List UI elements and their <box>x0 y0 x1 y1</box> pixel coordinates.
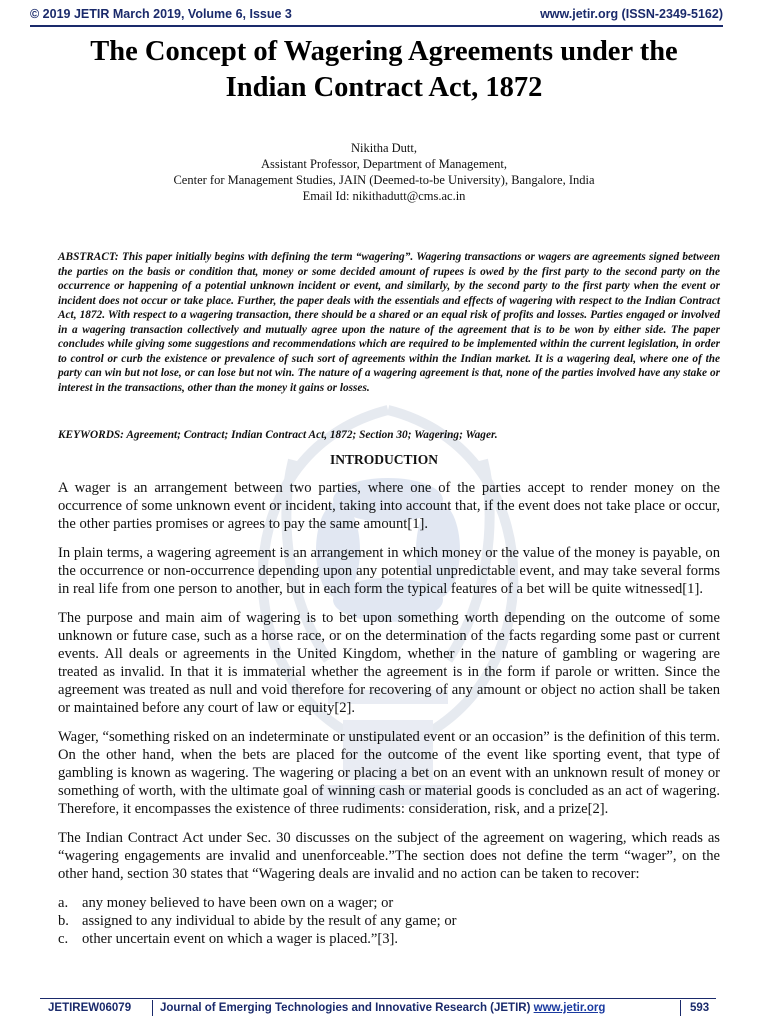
list-item <box>58 894 720 912</box>
author-affiliation: Center for Management Studies, JAIN (Deemed-to-be University), Bangalore, India <box>173 173 595 187</box>
footer-divider <box>40 998 716 999</box>
journal-name <box>160 1002 605 1014</box>
list-item-text: assigned to any individual to abide by the result of any game; or <box>82 913 457 929</box>
section-30-list <box>58 894 720 948</box>
footer-separator <box>152 1000 153 1016</box>
journal-link[interactable]: www.jetir.org <box>533 1002 606 1014</box>
list-marker: b. <box>58 913 69 929</box>
header-divider <box>30 25 723 27</box>
author-name: Nikitha Dutt, <box>351 141 417 155</box>
section-heading-introduction: INTRODUCTION <box>329 452 438 467</box>
abstract: ABSTRACT: This paper initially begins with defining the term “wagering”. Wagering transactions or wagers are agreements signed between the parties on the basis or condition that, money or some decided amount of rupees is owed by the first party to the second party on the occurrence or happening of a potential unknown incident or event, and similarly, by the second party to the first party when the event or incident does not occur or take place. Further, the paper deals with the essentials and effects of wagering with respect to the Indian Contract Act, 1872. With respect to a wagering transaction, there should be a shared or an equal risk of profits and losses. Parties engaged or involved in a wagering transaction collectively and mutually agree upon the nature of the agreement that is to be won by either side. The paper concludes while giving some suggestions and recommendations which are required to be implemented within the current legislation, in order to control or curb the existence or prevalence of such sort of agreements within the Indian market. It is a wagering deal, where one of the party can win but not lose, or can lose but not win. The nature of a wagering agreement is that, none of the parties involved have any stake or interest in the transactions, other than the money it gains or losses. <box>58 251 720 394</box>
author-block <box>40 140 728 204</box>
paragraph: The purpose and main aim of wagering is to bet upon something worth depending on the outcome of some unknown or future case, such as a horse race, or on the determination of the facts regarding some past or current events. All deals or agreements in the United Kingdom, whether in the nature of gambling or wagering are treated as invalid. In that it is immaterial whether the agreement is in the form if parole or written. Since the agreement was treated as null and void therefore for recovering of any amount or object no action shall be taken or maintained before any court of law or equity[2]. <box>58 610 720 716</box>
footer-separator <box>680 1000 681 1016</box>
paragraph: A wager is an arrangement between two parties, where one of the parties accept to render money on the occurrence of some unknown event or incident, taking into account that, if the event does not take place or occur, the other parties promises or agrees to pay the same amount[1]. <box>58 480 720 532</box>
body-text <box>58 479 720 948</box>
list-item-text: any money believed to have been own on a wager; or <box>82 895 394 911</box>
journal-title: Journal of Emerging Technologies and Innovative Research (JETIR) <box>160 1002 531 1014</box>
paragraph: Wager, “something risked on an indeterminate or unstipulated event or an occasion” is the definition of this term. On the other hand, when the bets are placed for the outcome of the event like sporting event, that type of gambling is known as wagering. The wagering or placing a bet on an event with an unknown result of money or something of worth, with the ultimate goal of winning cash or material goods is concluded as an act of wagering. Therefore, it encompasses the existence of three rudiments: consideration, risk, and a prize[2]. <box>58 729 720 817</box>
paragraph: In plain terms, a wagering agreement is an arrangement in which money or the value of the money is payable, on the occurrence or non-occurrence depending upon any potential unpredictable event, and may take several forms in real life from one person to another, but in each form the typical features of a bet will be quite witnessed[1]. <box>58 545 720 597</box>
journal-issue-info: © 2019 JETIR March 2019, Volume 6, Issue 3 <box>30 7 292 21</box>
list-item-text: other uncertain event on which a wager is placed.”[3]. <box>82 931 399 947</box>
paper-title <box>40 34 728 106</box>
page-footer <box>40 1000 716 1018</box>
journal-website-issn: www.jetir.org (ISSN-2349-5162) <box>540 7 723 21</box>
paper-title-line-1: The Concept of Wagering Agreements under the <box>90 36 678 67</box>
page-header <box>30 5 723 25</box>
list-marker: c. <box>58 931 69 947</box>
list-item <box>58 912 720 930</box>
paragraph: The Indian Contract Act under Sec. 30 discusses on the subject of the agreement on wagering, which reads as “wagering engagements are invalid and unenforceable.”The section does not define the term “wager”, on the other hand, section 30 states that “Wagering deals are invalid and no action can be taken to recover: <box>58 830 720 882</box>
keywords: KEYWORDS: Agreement; Contract; Indian Contract Act, 1872; Section 30; Wagering; Wager. <box>58 429 498 441</box>
article-id: JETIREW06079 <box>48 1002 132 1014</box>
list-item <box>58 930 720 948</box>
list-marker: a. <box>58 895 69 911</box>
page-number: 593 <box>690 1002 710 1014</box>
author-email: Email Id: nikithadutt@cms.ac.in <box>302 189 466 203</box>
author-position: Assistant Professor, Department of Management, <box>261 157 507 171</box>
paper-title-line-2: Indian Contract Act, 1872 <box>225 72 543 103</box>
